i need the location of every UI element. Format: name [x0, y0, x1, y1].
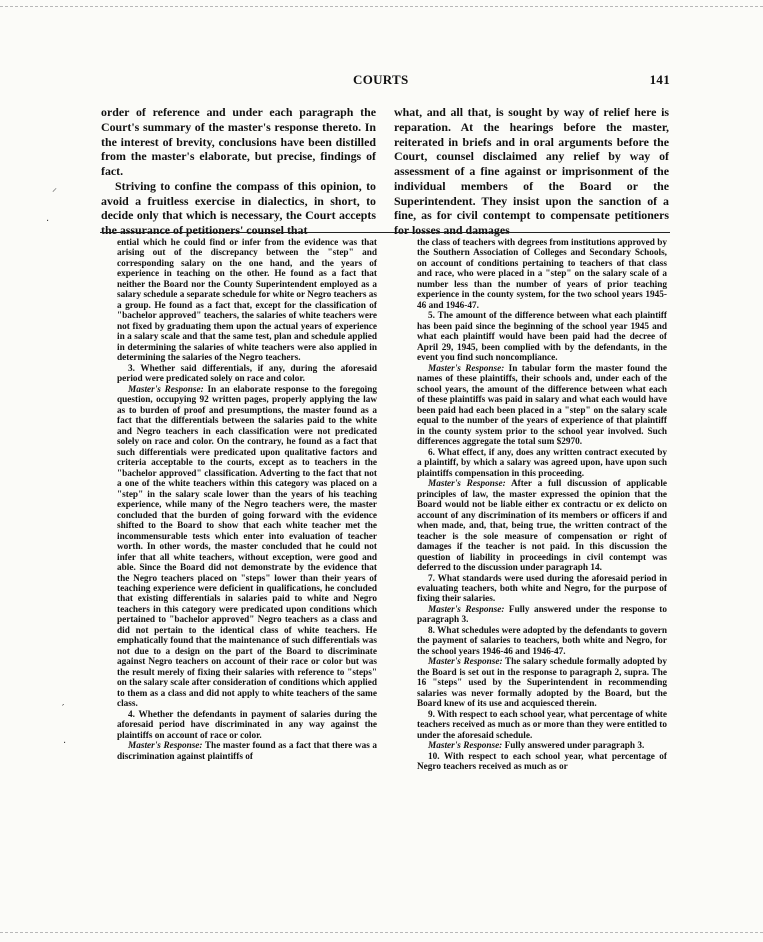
footnote-paragraph: Master's Response: Fully answered under paragraph 3.	[428, 741, 645, 752]
footnote-paragraph: 9. With respect to each school year, what percentage of white teachers received as much as or more than they were entitled to under the aforesaid schedule.	[417, 709, 667, 741]
footnote-paragraph: 7. What standards were used during the aforesaid period in evaluating teachers, both white and Negro, for the purpose of fixing their salaries.	[417, 573, 667, 605]
footnote-paragraph: ential which he could find or infer from the evidence was that arising out of the discrepancy between the "step" and corresponding salary on the one hand, and the years of experience in teaching on the other. He found as a fact that neither the Board nor the County Superintendent employed as a salary schedule a separate schedule for white or Negro teachers as a group. He found as a fact that, except for the classification of "bachelor approved" teachers, the salaries of white teachers were not fixed by graduating them upon the actual years of experience in a salary scale and that the same test, plan and schedule applied in determining the salaries of white teachers were also applied in determining the salaries of the Negro teachers.	[117, 238, 377, 364]
footnote-paragraph: the class of teachers with degrees from institutions approved by the Southern Association of Colleges and Secondary Schools, on account of conditions pertaining to teachers of that class and race, who were placed in a "step" on the salary scale of a number less than the number of years of prior teaching experience in the county system, for the two school years 1945-46 and 1946-47.	[417, 238, 667, 311]
opinion-paragraph: Striving to confine the compass of this opinion, to avoid a fruitless exercise in dialectics, in short, to decide only that which is necessary, the Court accepts the assurance of petitioners' counsel that	[101, 178, 376, 237]
running-head	[100, 72, 670, 88]
scan-bottom-edge	[0, 932, 763, 933]
margin-speck: ·	[63, 738, 67, 749]
scan-top-edge	[0, 6, 763, 7]
footnote-right-column	[417, 238, 667, 773]
footnote-left-column	[117, 238, 377, 762]
opinion-paragraph: what, and all that, is sought by way of relief here is reparation. At the hearings before the master, reiterated in briefs and in oral arguments before the Court, counsel disclaimed any relief by way of assessment of a fine against or imprisonment of the individual members of the Board or the Superintendent. They insist upon the sanction of a fine, as for civil contempt to compensate petitioners for losses and damages	[394, 105, 669, 237]
footnote-paragraph: 10. With respect to each school year, what percentage of Negro teachers received as much as or	[417, 751, 667, 773]
footnote-divider	[100, 232, 670, 233]
footnote-paragraph: Master's Response: The master found as a fact that there was a discrimination against plaintiffs of	[117, 741, 377, 762]
footnote-paragraph: Master's Response: The salary schedule formally adopted by the Board is set out in the response to paragraph 2, supra. The 16 "steps" used by the Superintendent in recommending salaries was never formally adopted by the Board, but the Board knew of its use and acquiesced therein.	[417, 657, 667, 710]
opinion-text-left-column	[101, 105, 376, 238]
margin-speck: ·	[46, 216, 50, 227]
margin-speck: ′	[62, 703, 65, 714]
footnote-paragraph: 6. What effect, if any, does any written contract executed by a plaintiff, by which a salary was agreed upon, have upon such plaintiffs compensation in this proceeding.	[417, 447, 667, 479]
footnote-paragraph: Master's Response: In an elaborate response to the foregoing question, occupying 92 written pages, properly applying the law as to burden of proof and presumptions, the master found as a fact that the differentials between the salaries paid to the white and Negro teachers in each classification were not predicated solely on race and color. On the contrary, he found as a fact that such differentials were predicated upon qualitative factors and criteria acceptable to the courts, except as to teachers in the "bachelor approved" classification. Adverting to the fact that not a one of the white teachers within this category was placed on a "step" in the salary scale lower than the years of his teaching experience, while many of the Negro teachers were, the master concluded that the burden of going forward with the evidence shifted to the Board to show that each white teacher met the incommensurable tests which enter into evaluation of teacher worth. In other words, the master concluded that he could not infer that all white teachers, without exception, were good and able. Since the Board did not demonstrate by the evidence that the Negro teachers placed on "steps" lower than their years of teaching experience were deficient in qualifications, he concluded that existing differentials in salaries paid to white and Negro teachers in this category were predicated upon conditions which pertained to "bachelor approved" Negro teachers as a class and did not pertain to the identical class of white teachers. He emphatically found that the maintenance of such differentials was not due to a design on the part of the Board to discriminate against Negro teachers on account of their race or color but was the result merely of fixing their salaries with reference to "steps" on the salary scale after consideration of conditions which applied to them as a class and did not apply to white teachers of the same class.	[117, 384, 378, 710]
footnote-paragraph: Master's Response: After a full discussion of applicable principles of law, the master expressed the opinion that the Board would not be liable either ex contractu or ex delicto on account of any discrimination of its members or officers if and when made, and, that, being true, the written contract of the teacher is the sole measure of compensation or right of damages if the teacher is not paid. In this discussion the question of liability in proceedings in civil contempt was deferred to the discussion under paragraph 14.	[417, 479, 667, 574]
footnote-paragraph: Master's Response: Fully answered under the response to paragraph 3.	[417, 604, 667, 626]
footnote-paragraph: 4. Whether the defendants in payment of salaries during the aforesaid period have discriminated in any way against the plaintiffs on account of race or color.	[117, 709, 377, 741]
footnote-paragraph: Master's Response: In tabular form the master found the names of these plaintiffs, their schools and, under each of the school years, the amount of the difference between what each of these plaintiffs was paid in salary and what each would have been paid had each been placed in a "step" on the salary scale equal to the number of the years of experience of that plaintiff in the county system prior to the school year involved. Such differences aggregate the total sum $2970.	[417, 363, 668, 448]
opinion-paragraph: order of reference and under each paragraph the Court's summary of the master's response thereto. In the interest of brevity, conclusions have been distilled from the master's elaborate, but precise, findings of fact.	[101, 105, 376, 178]
margin-speck: ⸝	[52, 183, 57, 194]
opinion-text-right-column	[394, 105, 669, 238]
running-head-title: COURTS	[353, 72, 409, 87]
footnote-paragraph: 8. What schedules were adopted by the defendants to govern the payment of salaries to teachers, both white and Negro, for the school years 1946-46 and 1946-47.	[417, 625, 667, 657]
footnote-paragraph: 5. The amount of the difference between what each plaintiff has been paid since the beginning of the school year 1945 and what each plaintiff would have been paid had the decree of April 29, 1945, been complied with by the defendants, in the event you find such noncompliance.	[417, 311, 667, 364]
footnote-paragraph: 3. Whether said differentials, if any, during the aforesaid period were predicated solely on race and color.	[117, 363, 377, 385]
page-number: 141	[649, 72, 670, 87]
